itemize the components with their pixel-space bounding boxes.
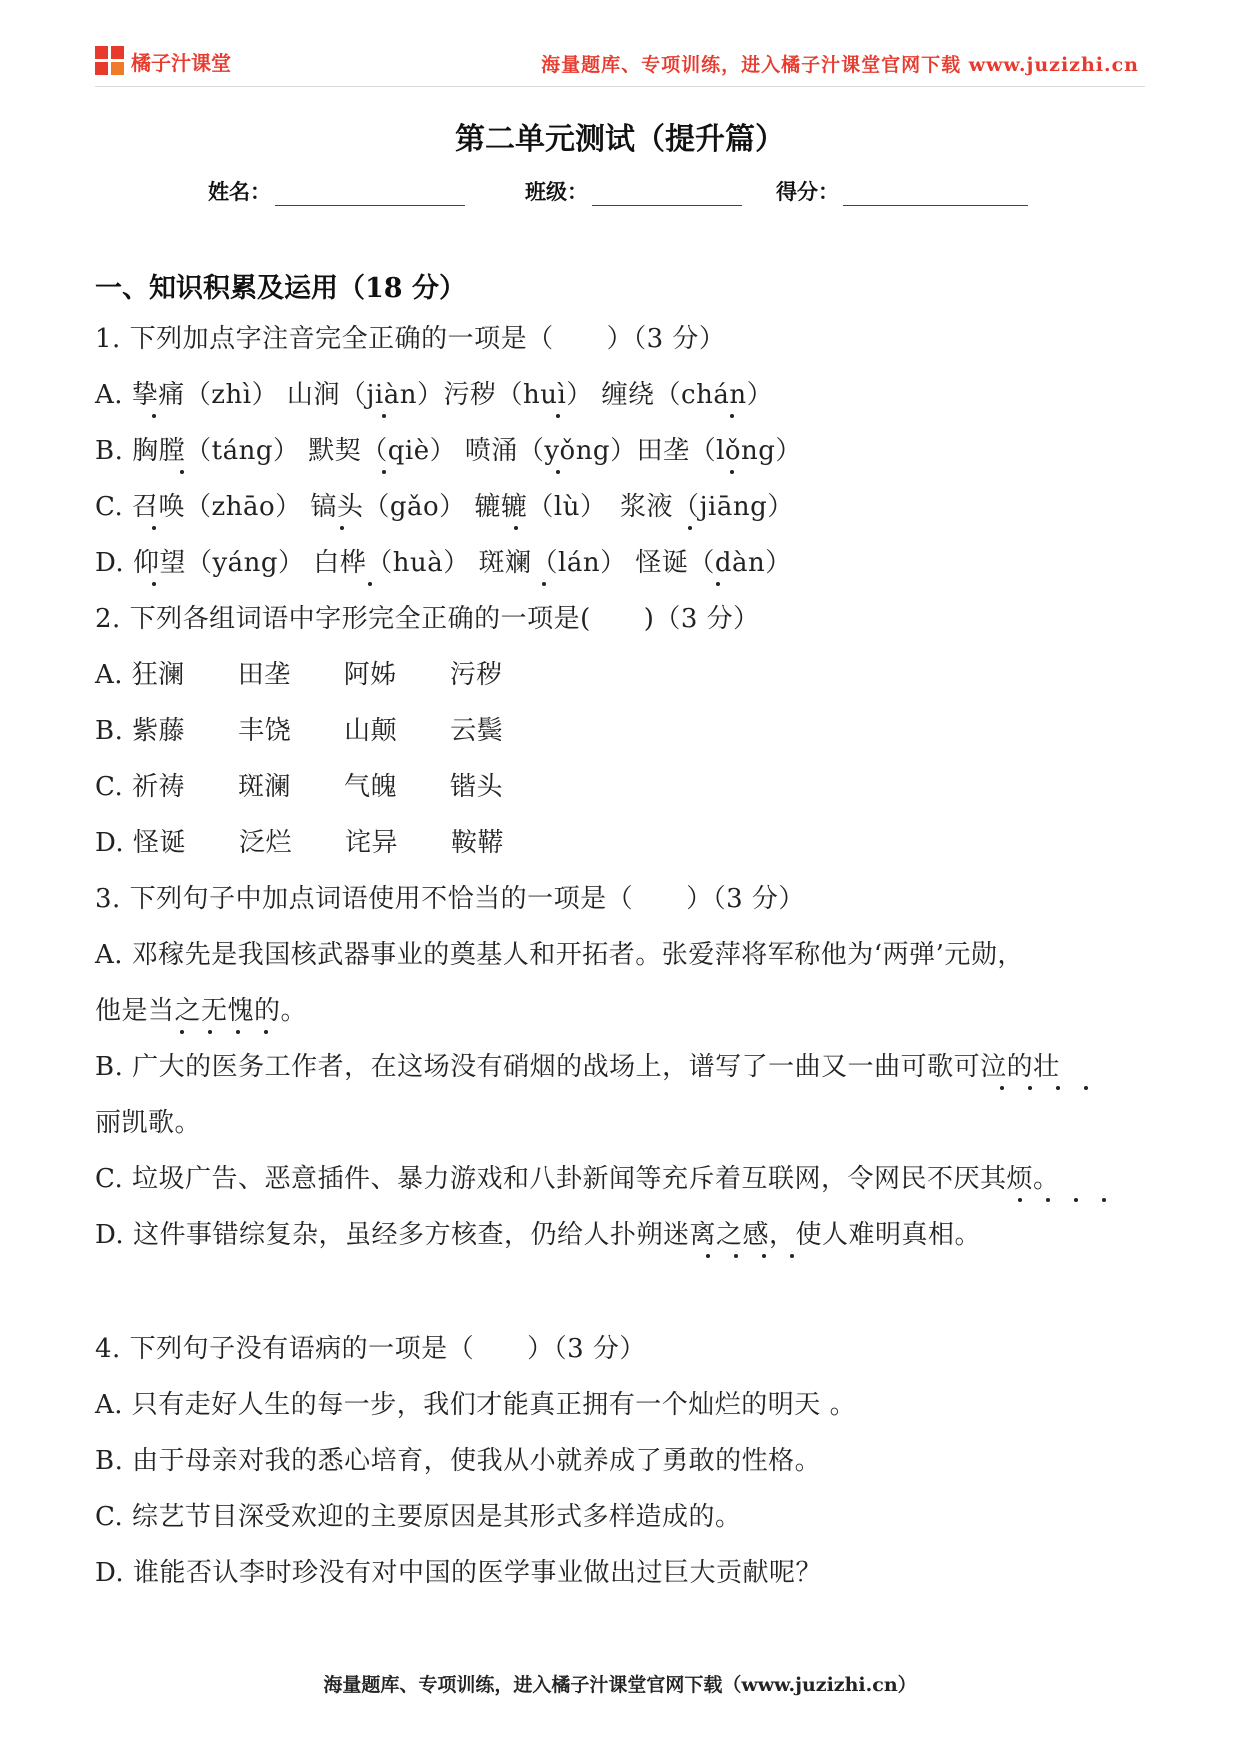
emphasis-dot — [514, 526, 518, 530]
emphasis-dot — [730, 414, 734, 418]
emphasis-dot — [716, 582, 720, 586]
q1-option-c: C. 召唤（zhāo） 镐头（gǎo） 辘辘（lù） 浆液（jiāng） — [95, 492, 794, 522]
header-slogan: 海量题库、专项训练，进入橘子汁课堂官网下载 www.juzizhi.cn — [541, 54, 1139, 76]
question-2: 2. 下列各组词语中字形完全正确的一项是( )（3 分） — [95, 604, 760, 634]
emphasis-dot — [340, 526, 344, 530]
emphasis-dot — [1084, 1086, 1088, 1090]
emphasis-dot — [264, 1030, 268, 1034]
q4-option-b: B. 由于母亲对我的悉心培育，使我从小就养成了勇敢的性格。 — [95, 1446, 822, 1476]
q3-option-a-line1: A. 邓稼先是我国核武器事业的奠基人和开拓者。张爱萍将军称他为‘两弹’元勋， — [95, 940, 1024, 970]
q2-option-a: A. 狂澜 田垄 阿姊 污秽 — [95, 660, 503, 690]
emphasis-dot — [208, 1030, 212, 1034]
emphasis-dot — [1018, 1198, 1022, 1202]
q3-option-a-line2: 他是当之无愧的。 — [95, 996, 308, 1026]
class-field — [525, 176, 742, 206]
question-4: 4. 下列句子没有语病的一项是（ ）（3 分） — [95, 1334, 646, 1364]
page-header — [95, 40, 1145, 87]
section-heading: 一、知识积累及运用（18 分） — [95, 273, 466, 304]
q4-option-a: A. 只有走好人生的每一步，我们才能真正拥有一个灿烂的明天 。 — [95, 1390, 857, 1420]
emphasis-dot — [1046, 1198, 1050, 1202]
q4-option-c: C. 综艺节目深受欢迎的主要原因是其形式多样造成的。 — [95, 1502, 742, 1532]
q3-option-b-line1: B. 广大的医务工作者，在这场没有硝烟的战场上，谱写了一曲又一曲可歌可泣的壮 — [95, 1052, 1060, 1082]
emphasis-dot — [382, 414, 386, 418]
q1-option-d: D. 仰望（yáng） 白桦（huà） 斑斓（lán） 怪诞（dàn） — [95, 548, 792, 578]
q1-option-a: A. 挚痛（zhì） 山涧（jiàn）污秽（huì） 缠绕（chán） — [95, 380, 774, 410]
emphasis-dot — [1074, 1198, 1078, 1202]
q2-option-b: B. 紫藤 丰饶 山颠 云鬓 — [95, 716, 504, 746]
emphasis-dot — [1056, 1086, 1060, 1090]
emphasis-dot — [542, 582, 546, 586]
emphasis-dot — [1102, 1198, 1106, 1202]
q2-option-d: D. 怪诞 泛烂 诧异 鞍鞯 — [95, 828, 504, 858]
q2-option-c: C. 祈祷 斑澜 气魄 锴头 — [95, 772, 503, 802]
class-blank — [592, 183, 742, 206]
name-field — [208, 176, 465, 206]
q4-option-d: D. 谁能否认李时珍没有对中国的医学事业做出过巨大贡献呢？ — [95, 1558, 822, 1588]
q3-option-b-line2: 丽凯歌。 — [95, 1108, 202, 1138]
emphasis-dot — [180, 470, 184, 474]
name-label: 姓名： — [208, 179, 271, 204]
question-1: 1. 下列加点字注音完全正确的一项是（ ）（3 分） — [95, 324, 726, 354]
emphasis-dot — [1000, 1086, 1004, 1090]
q1-option-b: B. 胸膛（táng） 默契（qiè） 喷涌（yǒng）田垄（lǒng） — [95, 436, 802, 466]
emphasis-dot — [734, 1254, 738, 1258]
emphasis-dot — [688, 526, 692, 530]
name-blank — [275, 183, 465, 206]
q3-option-c: C. 垃圾广告、恶意插件、暴力游戏和八卦新闻等充斥着互联网，令网民不厌其烦。 — [95, 1164, 1060, 1194]
emphasis-dot — [706, 1254, 710, 1258]
class-label: 班级： — [525, 179, 588, 204]
emphasis-dot — [1028, 1086, 1032, 1090]
emphasis-dot — [556, 470, 560, 474]
emphasis-dot — [180, 1030, 184, 1034]
emphasis-dot — [368, 582, 372, 586]
emphasis-dot — [790, 1254, 794, 1258]
emphasis-dot — [152, 582, 156, 586]
logo — [95, 46, 231, 76]
emphasis-dot — [762, 1254, 766, 1258]
emphasis-dot — [382, 470, 386, 474]
emphasis-dot — [152, 526, 156, 530]
question-3: 3. 下列句子中加点词语使用不恰当的一项是（ ）（3 分） — [95, 884, 805, 914]
page-title: 第二单元测试（提升篇） — [455, 122, 785, 157]
logo-text: 橘子汁课堂 — [131, 50, 231, 75]
score-label: 得分： — [776, 179, 839, 204]
emphasis-dot — [152, 414, 156, 418]
emphasis-dot — [556, 414, 560, 418]
emphasis-dot — [730, 470, 734, 474]
q3-option-d: D. 这件事错综复杂，虽经多方核查，仍给人扑朔迷离之感，使人难明真相。 — [95, 1220, 981, 1250]
score-field — [776, 176, 1028, 206]
logo-mark-icon — [95, 46, 125, 76]
emphasis-dot — [236, 1030, 240, 1034]
score-blank — [843, 183, 1028, 206]
page-footer: 海量题库、专项训练，进入橘子汁课堂官网下载（www.juzizhi.cn） — [323, 1674, 917, 1696]
